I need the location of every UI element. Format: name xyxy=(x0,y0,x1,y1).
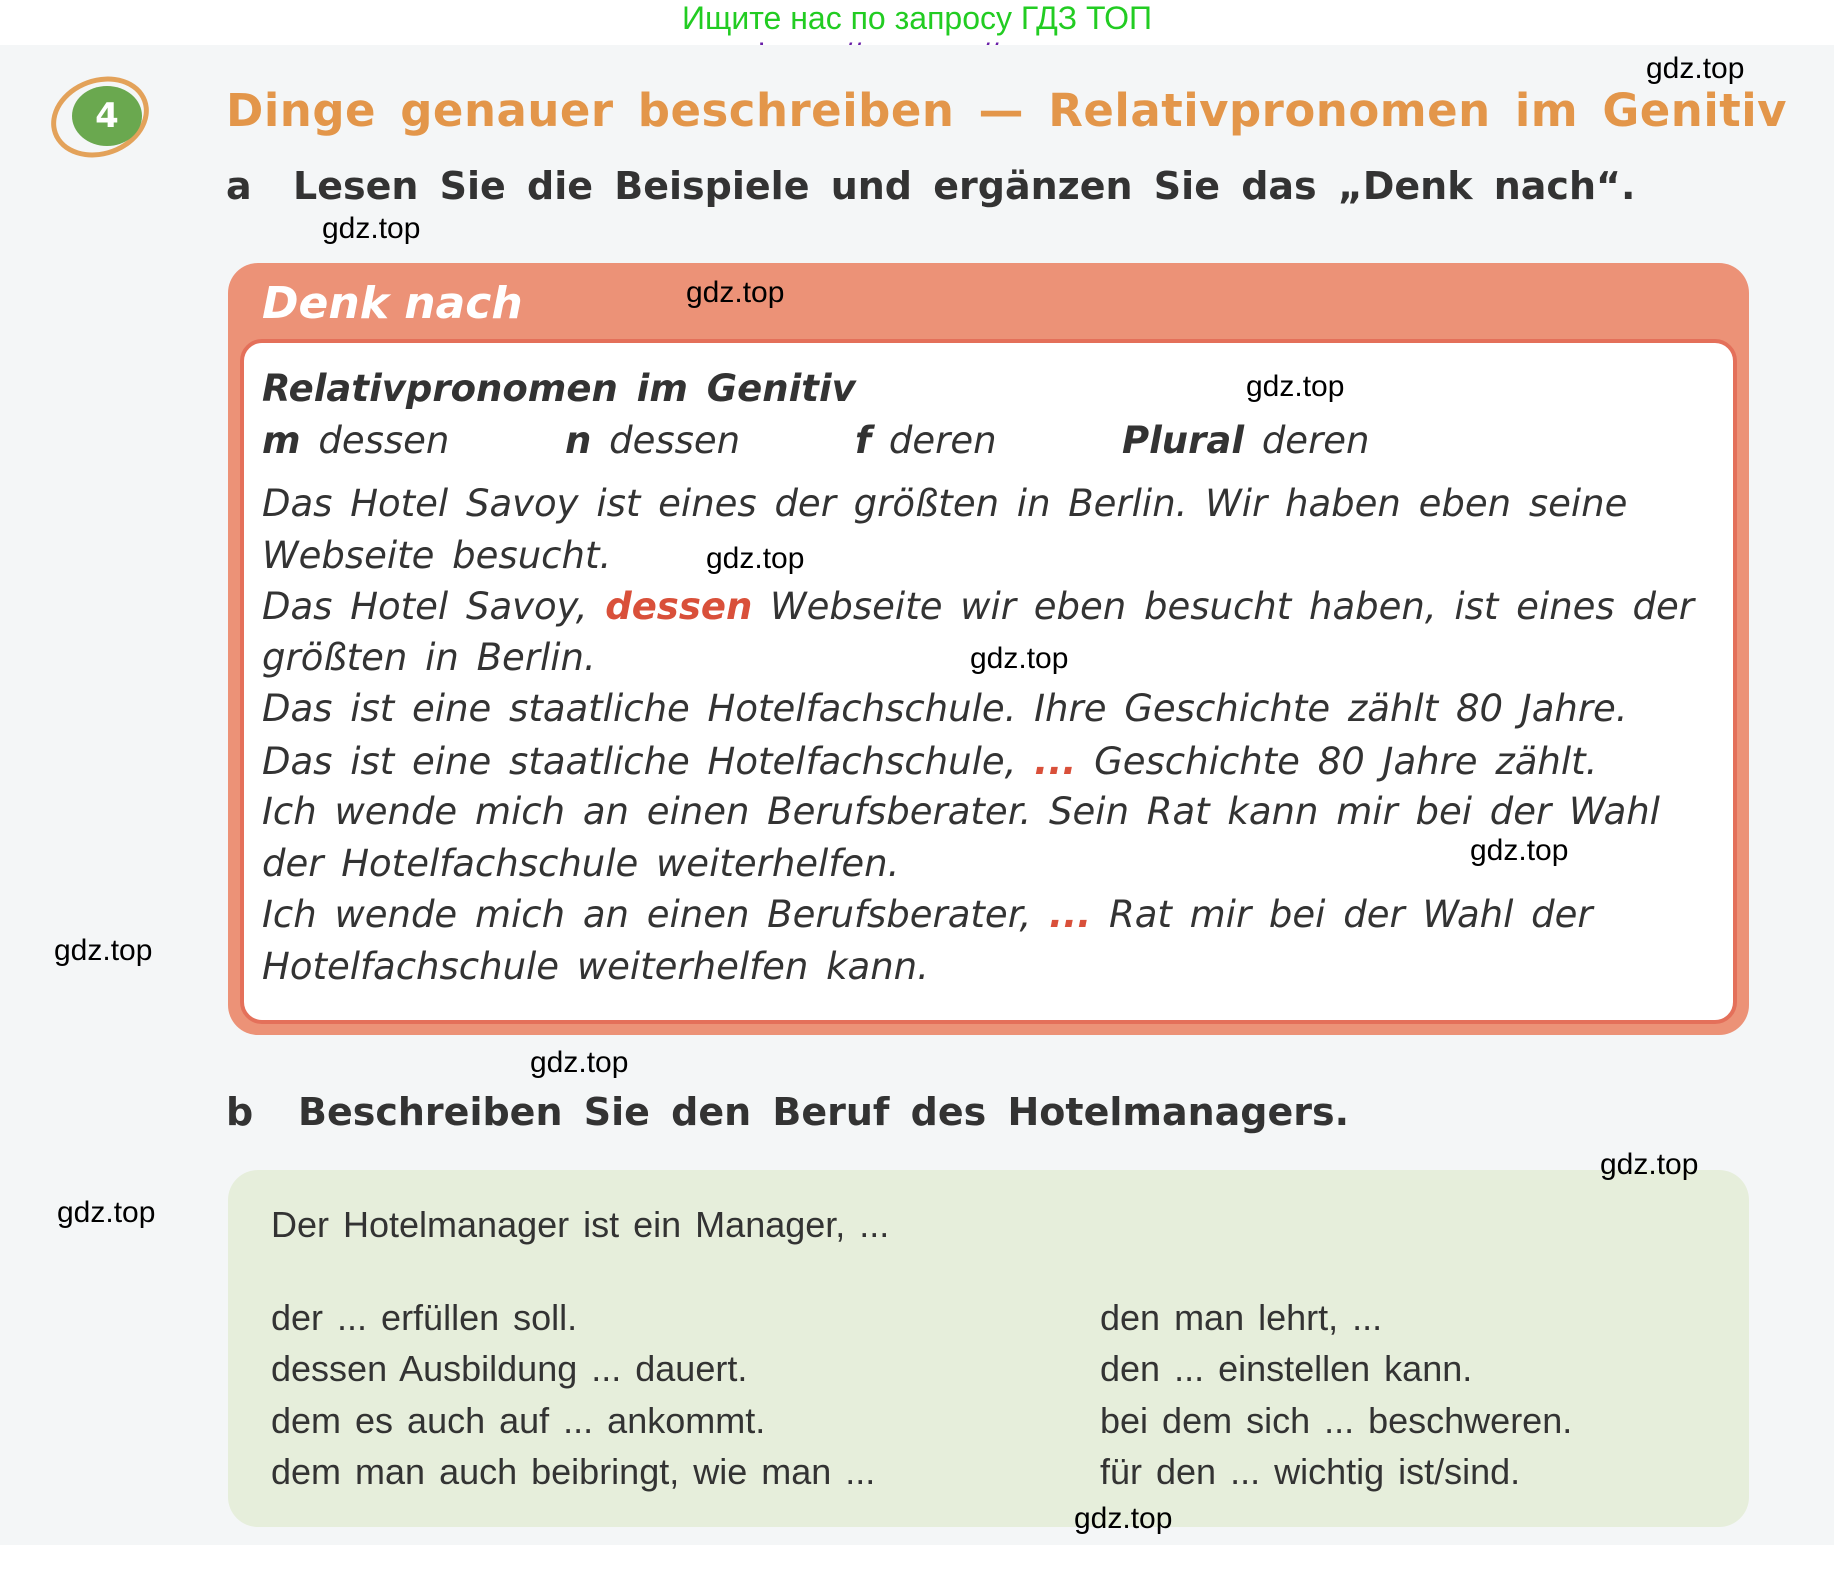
example-text: der Hotelfachschule weiterhelfen. xyxy=(262,842,900,885)
example-text: Webseite besucht. xyxy=(262,534,612,577)
example-line xyxy=(262,636,596,679)
phrase-right: für den ... wichtig ist/sind. xyxy=(1100,1451,1521,1492)
example-text: Ich wende mich an einen Berufsberater, xyxy=(262,893,1050,936)
example-line xyxy=(262,790,1660,833)
example-line xyxy=(262,534,611,577)
gdz-watermark: gdz.top xyxy=(1074,1502,1173,1535)
relative-pronoun-highlight: ... xyxy=(1049,893,1092,936)
task-b-letter: b xyxy=(226,1090,254,1134)
gdz-watermark: gdz.top xyxy=(1646,52,1745,85)
example-line xyxy=(262,740,1597,783)
gdz-watermark: gdz.top xyxy=(1246,370,1345,403)
example-line xyxy=(262,482,1627,525)
example-text: Geschichte 80 Jahre zählt. xyxy=(1076,740,1598,783)
example-text: größten in Berlin. xyxy=(262,636,596,679)
form-m: m dessen xyxy=(262,419,450,462)
example-line xyxy=(262,893,1593,936)
phrase-intro: Der Hotelmanager ist ein Manager, ... xyxy=(271,1204,890,1245)
example-text: Hotelfachschule weiterhelfen kann. xyxy=(262,945,929,988)
gdz-watermark: gdz.top xyxy=(530,1046,629,1079)
phrase-left: der ... erfüllen soll. xyxy=(271,1297,578,1338)
gdz-watermark: gdz.top xyxy=(970,642,1069,675)
relative-pronoun-highlight: ... xyxy=(1034,740,1077,783)
phrase-left: dem es auch auf ... ankommt. xyxy=(271,1400,766,1441)
example-line xyxy=(262,842,899,885)
denk-nach-header: Denk nach xyxy=(262,278,523,329)
phrase-left: dessen Ausbildung ... dauert. xyxy=(271,1348,748,1389)
example-text: Das Hotel Savoy, xyxy=(262,585,606,628)
gdz-watermark: gdz.top xyxy=(322,212,421,245)
phrase-right: den man lehrt, ... xyxy=(1100,1297,1383,1338)
phrase-right: den ... einstellen kann. xyxy=(1100,1348,1473,1389)
form-f: f deren xyxy=(855,419,997,462)
gdz-watermark: gdz.top xyxy=(57,1196,156,1229)
gdz-watermark: gdz.top xyxy=(1470,834,1569,867)
example-text: Webseite wir eben besucht haben, ist eines der xyxy=(752,585,1694,628)
form-plural: Plural deren xyxy=(1122,419,1370,462)
relative-pronoun-highlight: dessen xyxy=(605,585,753,628)
example-text: Ich wende mich an einen Berufsberater. Sein Rat kann mir bei der Wahl xyxy=(262,790,1660,833)
gdz-watermark: gdz.top xyxy=(1600,1148,1699,1181)
form-n: n dessen xyxy=(565,419,741,462)
example-line xyxy=(262,945,929,988)
gdz-watermark: gdz.top xyxy=(706,542,805,575)
task-b-text: Beschreiben Sie den Beruf des Hotelmanagers. xyxy=(298,1090,1350,1134)
phrase-left: dem man auch beibringt, wie man ... xyxy=(271,1451,876,1492)
exercise-number: 4 xyxy=(72,86,142,146)
gdz-watermark: gdz.top xyxy=(54,934,153,967)
grammar-heading: Relativpronomen im Genitiv xyxy=(262,367,856,410)
example-text: Das Hotel Savoy ist eines der größten in Berlin. Wir haben eben seine xyxy=(262,482,1628,525)
example-text: Rat mir bei der Wahl der xyxy=(1091,893,1593,936)
example-text: Das ist eine staatliche Hotelfachschule, xyxy=(262,740,1035,783)
phrase-right: bei dem sich ... beschweren. xyxy=(1100,1400,1573,1441)
task-a-text: Lesen Sie die Beispiele und ergänzen Sie das „Denk nach“. xyxy=(293,164,1636,208)
example-text: Das ist eine staatliche Hotelfachschule. Ihre Geschichte zählt 80 Jahre. xyxy=(262,687,1628,730)
top-watermark: Ищите нас по запросу ГДЗ ТОП xyxy=(682,0,1152,36)
gdz-watermark: gdz.top xyxy=(686,276,785,309)
example-line xyxy=(262,585,1694,628)
task-a-letter: a xyxy=(226,164,252,208)
example-line xyxy=(262,687,1628,730)
exercise-title: Dinge genauer beschreiben — Relativpronomen im Genitiv xyxy=(226,84,1788,137)
